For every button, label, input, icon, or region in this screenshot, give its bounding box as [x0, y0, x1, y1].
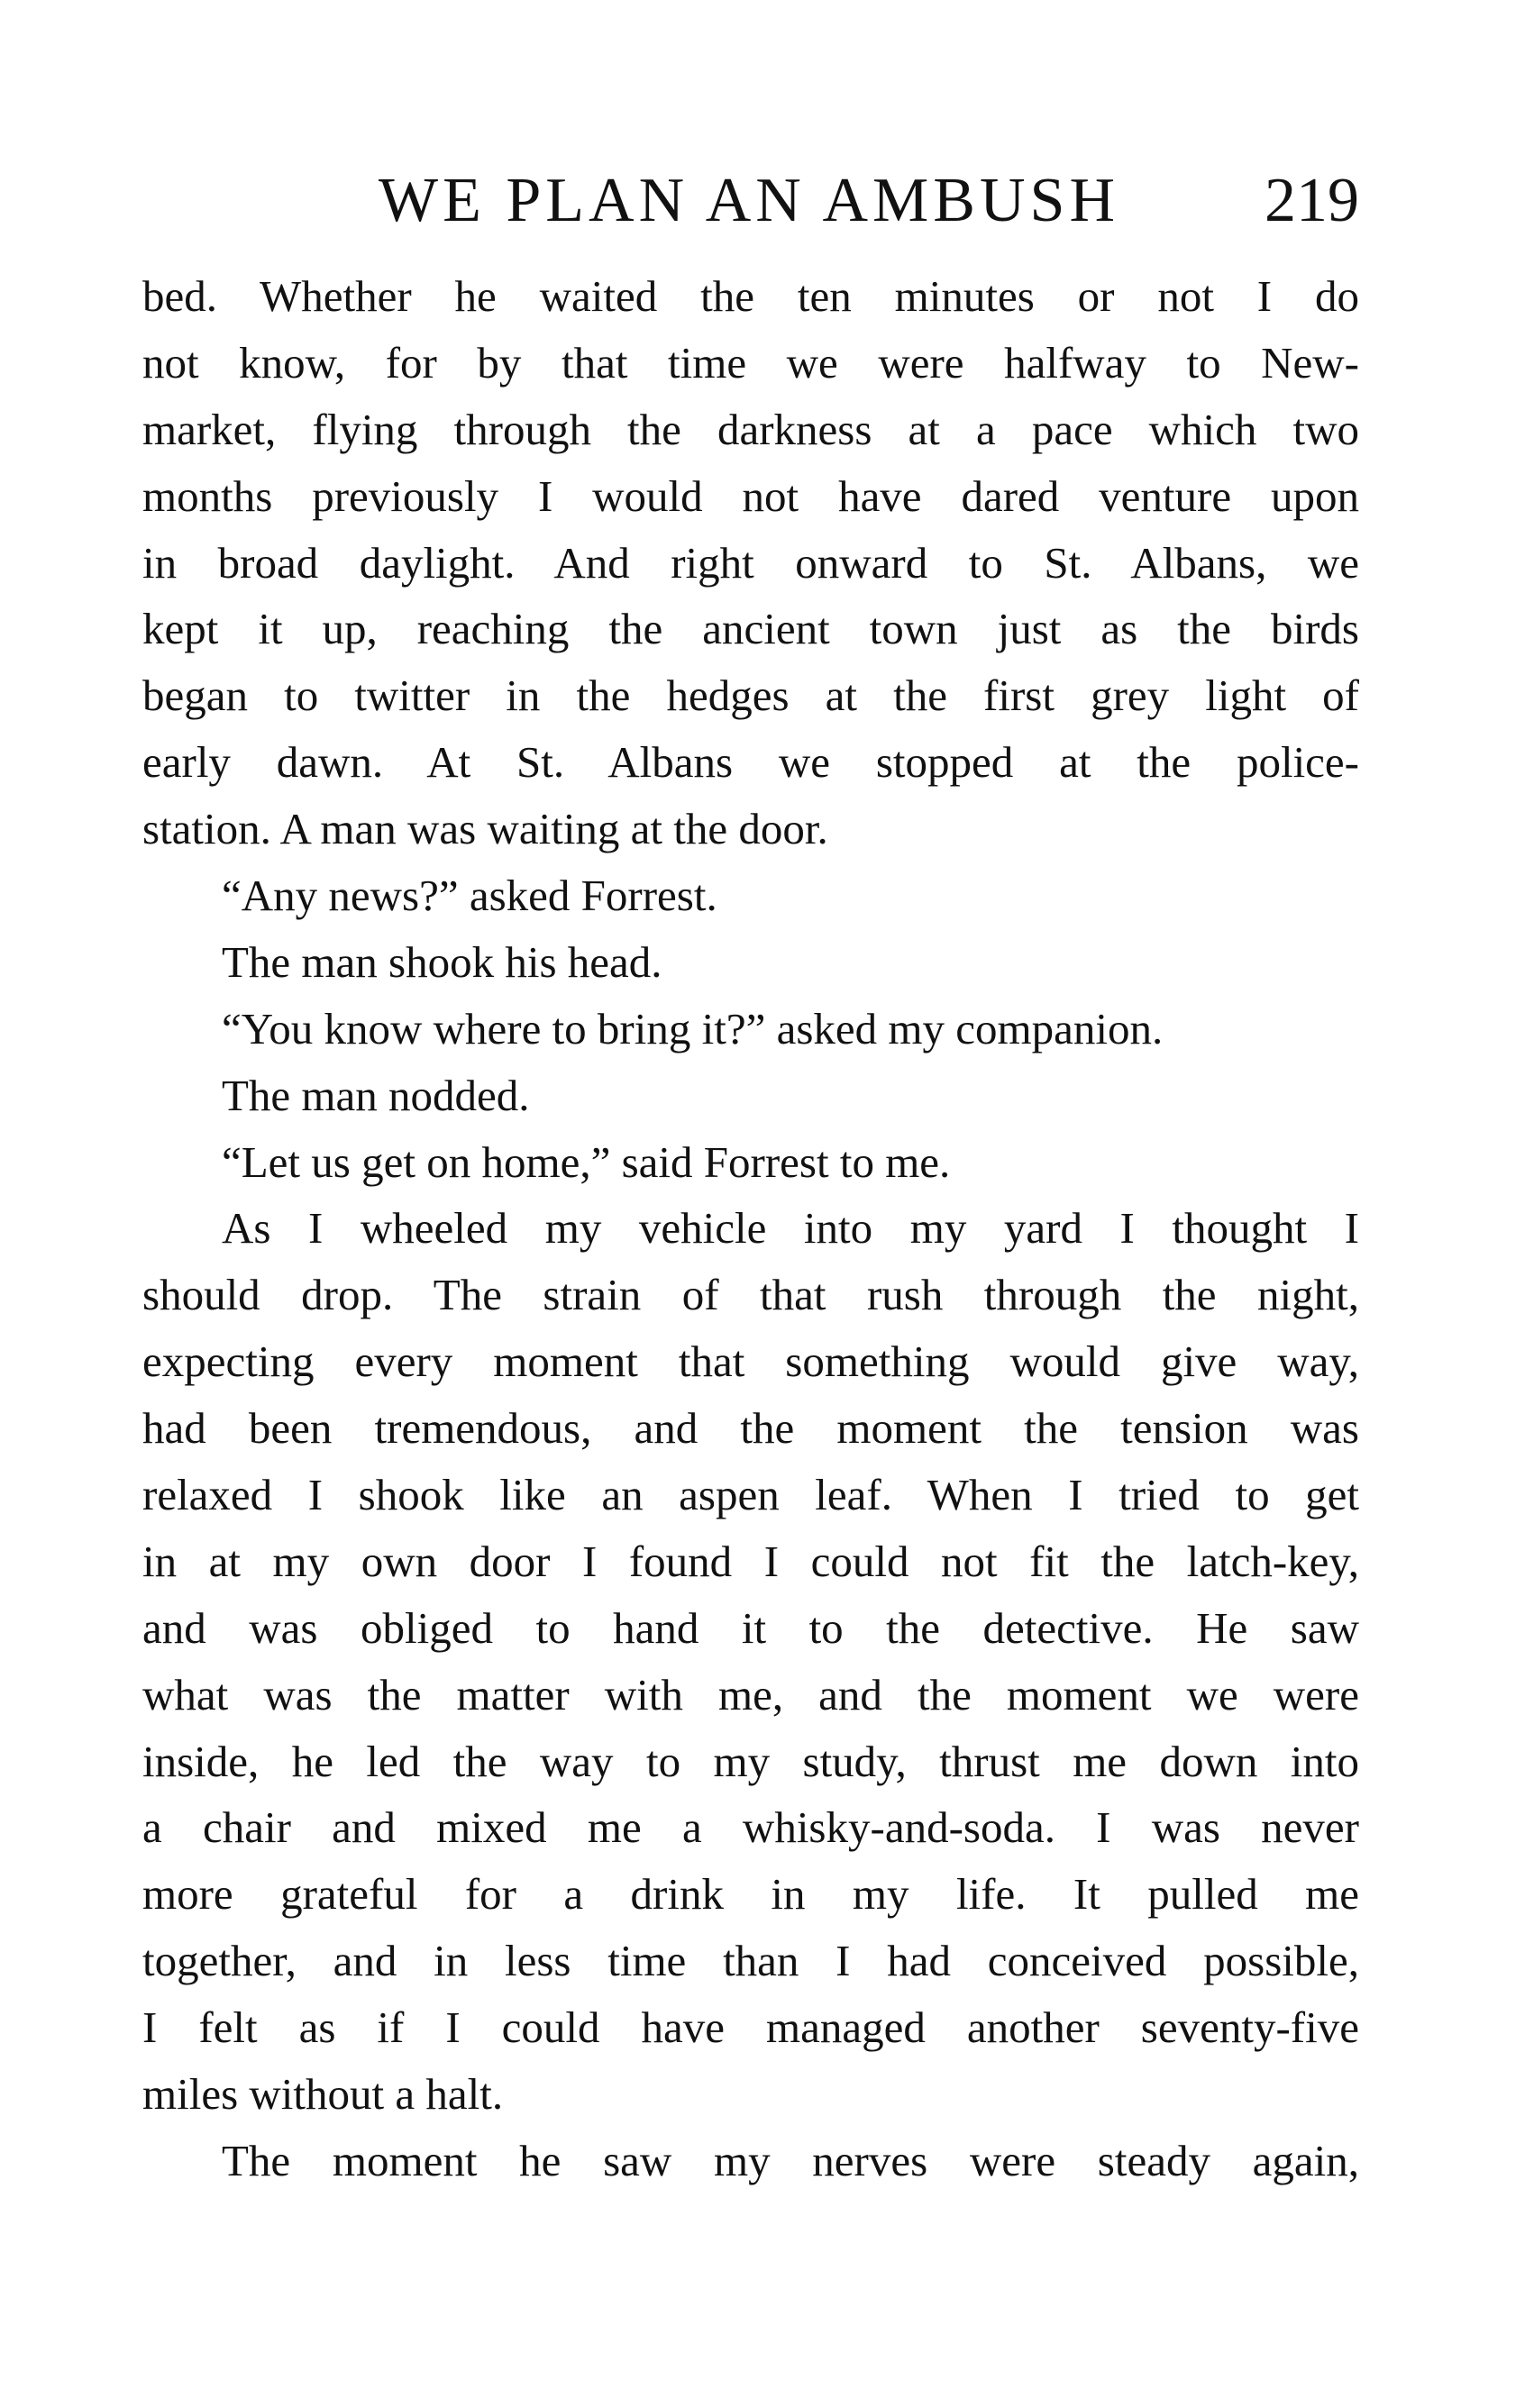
- text-line: relaxed I shook like an aspen leaf. When I tried to get: [142, 1470, 1359, 1520]
- running-title: WE PLAN AN AMBUSH: [379, 166, 1120, 235]
- text-line: I felt as if I could have managed another seventy-five: [142, 2002, 1359, 2053]
- text-line: miles without a halt.: [142, 2069, 504, 2120]
- text-line: expecting every moment that something would give way,: [142, 1336, 1359, 1387]
- text-line: should drop. The strain of that rush through the night,: [142, 1270, 1359, 1320]
- text-line: not know, for by that time we were halfway to New-: [142, 337, 1359, 388]
- text-line: in at my own door I found I could not fit the latch-key,: [142, 1536, 1359, 1586]
- text-line: The man nodded.: [222, 1070, 530, 1120]
- text-line: a chair and mixed me a whisky-and-soda. I was never: [142, 1802, 1359, 1853]
- text-line: in broad daylight. And right onward to St. Albans, we: [142, 537, 1359, 588]
- text-line: “Let us get on home,” said Forrest to me.: [222, 1136, 951, 1187]
- text-line: began to twitter in the hedges at the first grey light of: [142, 670, 1359, 721]
- text-line: together, and in less time than I had conceived possible,: [142, 1936, 1359, 1986]
- text-line: more grateful for a drink in my life. It pulled me: [142, 1869, 1359, 1920]
- text-line: and was obliged to hand it to the detective. He saw: [142, 1602, 1359, 1653]
- text-line: “You know where to bring it?” asked my companion.: [222, 1003, 1164, 1054]
- text-line: The moment he saw my nerves were steady again,: [222, 2135, 1359, 2185]
- text-line: had been tremendous, and the moment the tension was: [142, 1403, 1359, 1454]
- text-line: what was the matter with me, and the moment we were: [142, 1669, 1359, 1719]
- text-line: inside, he led the way to my study, thrust me down into: [142, 1736, 1359, 1786]
- text-line: kept it up, reaching the ancient town just as the birds: [142, 604, 1359, 654]
- text-line: early dawn. At St. Albans we stopped at the police-: [142, 737, 1359, 788]
- text-line: station. A man was waiting at the door.: [142, 804, 828, 854]
- running-head: [142, 160, 1359, 242]
- page-number: 219: [1265, 166, 1359, 235]
- text-line: market, flying through the darkness at a pace which two: [142, 404, 1359, 454]
- text-line: The man shook his head.: [222, 936, 662, 987]
- text-line: months previously I would not have dared venture upon: [142, 470, 1359, 521]
- text-line: bed. Whether he waited the ten minutes or not I do: [142, 271, 1359, 321]
- text-line: As I wheeled my vehicle into my yard I thought I: [222, 1203, 1359, 1254]
- body-text: [142, 263, 1359, 2194]
- text-line: “Any news?” asked Forrest.: [222, 871, 717, 921]
